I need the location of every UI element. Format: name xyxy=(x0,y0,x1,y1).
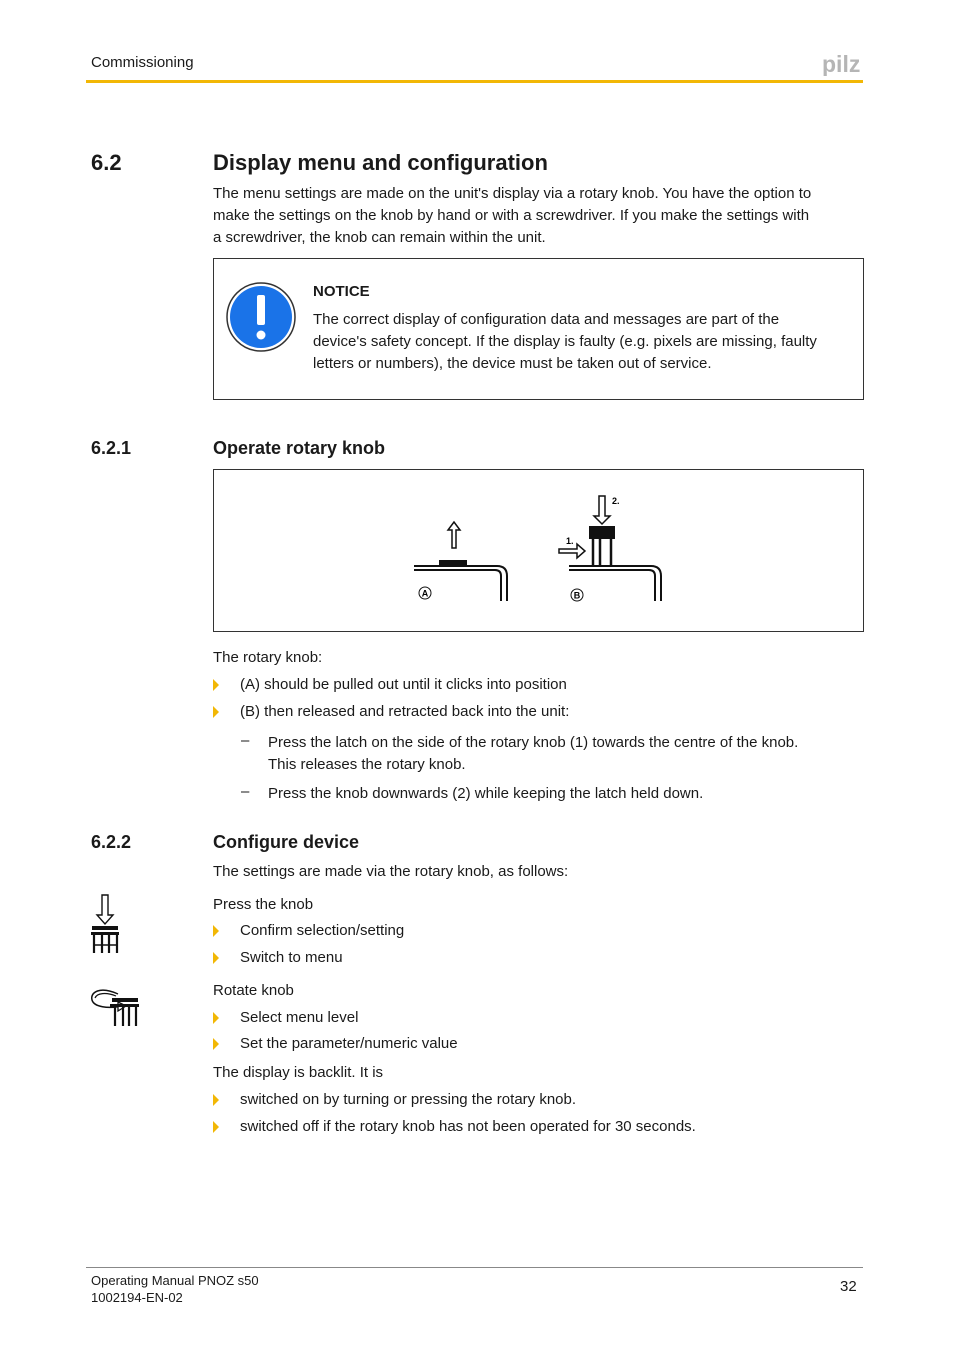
page-number: 32 xyxy=(840,1278,857,1295)
intro-line: make the settings on the knob by hand or with a screwdriver. If you make the settings with xyxy=(213,207,810,224)
notice-title: NOTICE xyxy=(313,283,370,300)
section-title: Display menu and configuration xyxy=(213,150,548,175)
subsection-number: 6.2.2 xyxy=(91,832,132,852)
bullet-arrow-icon xyxy=(213,679,219,691)
press-label: Press the knob xyxy=(213,896,314,913)
rotate-knob-icon xyxy=(88,982,142,1028)
rotary-knob-diagram xyxy=(409,490,679,610)
pilz-logo xyxy=(822,52,864,76)
subsection-title: Operate rotary knob xyxy=(213,438,386,458)
svg-text:pilz: pilz xyxy=(822,52,861,76)
figure-b-knob-pressed xyxy=(559,496,661,601)
intro-paragraph xyxy=(213,183,863,249)
bullet-arrow-icon xyxy=(213,1094,219,1106)
bullet-arrow-icon xyxy=(213,1038,219,1050)
intro-line: The menu settings are made on the unit's display via a rotary knob. You have the option to xyxy=(213,185,812,202)
svg-text:2.: 2. xyxy=(612,496,620,506)
section-number: 6.2 xyxy=(91,150,122,175)
footer-doc-number: 1002194-EN-02 xyxy=(91,1290,183,1305)
subsection-number: 6.2.1 xyxy=(91,438,132,458)
footer-rule xyxy=(86,1267,863,1268)
subsection-title: Configure device xyxy=(213,832,360,852)
header-rule xyxy=(86,80,863,83)
intro-line: a screwdriver, the knob can remain within the unit. xyxy=(213,229,546,246)
exclamation-icon xyxy=(225,281,297,353)
notice-text xyxy=(313,309,858,375)
configure-lead: The settings are made via the rotary knob, as follows: xyxy=(213,863,569,880)
notice-line: device's safety concept. If the display is faulty (e.g. pixels are missing, faulty xyxy=(313,333,817,350)
svg-text:B: B xyxy=(573,590,581,601)
backlit-lead: The display is backlit. It is xyxy=(213,1064,384,1081)
svg-text:1.: 1. xyxy=(566,536,574,546)
running-header: Commissioning xyxy=(91,54,194,71)
rotary-knob-lead: The rotary knob: xyxy=(213,649,323,666)
bullet-arrow-icon xyxy=(213,1121,219,1133)
bullet-arrow-icon xyxy=(213,952,219,964)
figure-a-knob-pulled xyxy=(414,522,507,601)
notice-box xyxy=(213,258,864,400)
notice-line: The correct display of configuration data and messages are part of the xyxy=(313,311,780,328)
rotary-knob-figure xyxy=(213,469,864,632)
notice-line: letters or numbers), the device must be taken out of service. xyxy=(313,355,712,372)
bullet-arrow-icon xyxy=(213,706,219,718)
footer-manual: Operating Manual PNOZ s50 xyxy=(91,1273,259,1288)
bullet-arrow-icon xyxy=(213,1012,219,1024)
press-knob-icon xyxy=(88,893,124,955)
rotate-label: Rotate knob xyxy=(213,982,294,999)
bullet-arrow-icon xyxy=(213,925,219,937)
svg-text:A: A xyxy=(421,588,429,599)
